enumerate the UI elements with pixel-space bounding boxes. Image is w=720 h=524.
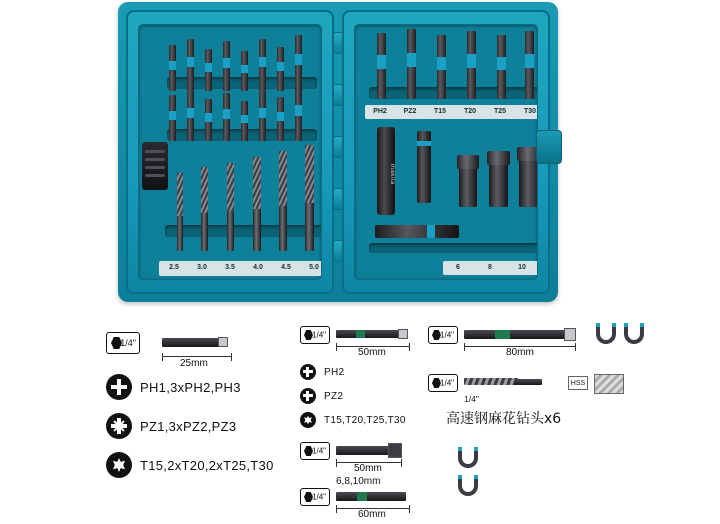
long-bit	[467, 31, 476, 99]
hex-shank-icon	[300, 442, 330, 460]
twist-drill-bit	[177, 173, 183, 251]
screwdriver-bit	[223, 93, 230, 141]
dimension-line	[162, 356, 232, 357]
shank-size-label: 1/4"	[312, 330, 326, 340]
makita-tool-case	[118, 2, 558, 302]
screwdriver-bit	[169, 95, 176, 141]
chinese-note: 高速钢麻花钻头x6	[446, 411, 562, 427]
legend-row-80mm-holder	[428, 322, 718, 370]
magnet-icon	[458, 450, 478, 468]
drill-size-label: 3.0	[197, 264, 207, 271]
pz2-label: PZ2	[324, 390, 344, 402]
screwdriver-bit	[277, 47, 284, 91]
twist-drill-bit	[305, 145, 314, 251]
legend-row-torx	[106, 452, 306, 478]
legend-row-torx-sizes	[300, 412, 420, 428]
socket-size-label: 10	[518, 264, 526, 271]
torx-icon	[106, 452, 132, 478]
screwdriver-bit	[295, 35, 302, 91]
legend-left-column	[106, 322, 306, 491]
legend-row-bit-holder	[300, 484, 420, 524]
screwdriver-bit	[277, 97, 284, 141]
socket-end-icon	[388, 443, 402, 458]
hex-shank-icon	[300, 326, 330, 344]
bit-tip-icon	[564, 328, 576, 341]
long-bit	[377, 33, 386, 99]
pozidriv-icon	[106, 413, 132, 439]
long-bit	[437, 35, 446, 99]
dimension-label: 50mm	[354, 463, 382, 474]
screwdriver-bit	[205, 99, 212, 141]
shank-size-label: 1/4"	[312, 446, 326, 456]
screwdriver-bit	[295, 87, 302, 141]
drill-size-label: 4.5	[281, 264, 291, 271]
makita-bit-holder: makita	[377, 127, 395, 215]
ph2-label: PH2	[324, 366, 345, 378]
bit-illustration	[162, 338, 222, 347]
case-latch[interactable]	[536, 130, 562, 164]
nut-setter-sizes-label: 6,8,10mm	[336, 476, 381, 487]
drill-size-label: 3.5	[225, 264, 235, 271]
bit-size-label: T15	[433, 108, 447, 115]
pozidriv-label: PZ1,3xPZ2,PZ3	[140, 418, 237, 434]
bit-size-label: T30	[523, 108, 537, 115]
screwdriver-bit	[187, 39, 194, 91]
drill-size-label: 4.0	[253, 264, 263, 271]
nut-setter-socket	[459, 155, 477, 207]
bit-holder-icon	[336, 492, 406, 501]
legend-row-pz2	[300, 388, 420, 404]
long-bit	[497, 35, 506, 99]
legend-row-hex-shank	[106, 322, 306, 374]
shank-size-label: 1/4"	[440, 330, 454, 340]
drill-size-label: 5.0	[309, 264, 319, 271]
twist-drill-bit	[253, 157, 261, 251]
magnetic-bit-holder-icon	[464, 330, 568, 339]
screwdriver-bit	[259, 39, 266, 91]
socket-size-label: 6	[456, 264, 460, 271]
drill-slot-strip	[165, 225, 322, 237]
hex-shank-icon	[106, 332, 140, 354]
torx-label: T15,2xT20,2xT25,T30	[140, 457, 274, 473]
magnetic-bit-holder	[375, 225, 459, 238]
screwdriver-bit	[259, 91, 266, 141]
twist-drill-bit	[227, 163, 234, 251]
long-bit	[407, 29, 416, 99]
bit-size-label: PH2	[373, 108, 387, 115]
twist-drill-bit	[201, 167, 208, 251]
bit-slot-strip	[369, 87, 538, 99]
case-lid	[126, 10, 334, 294]
torx-sizes-label: T15,T20,T25,T30	[324, 414, 406, 426]
screwdriver-bit	[241, 51, 248, 91]
shank-size-label: 1/4"	[120, 338, 136, 348]
torx-icon	[300, 412, 316, 428]
legend-middle-column	[300, 322, 420, 524]
phillips-icon	[300, 364, 316, 380]
pozidriv-icon	[300, 388, 316, 404]
twist-drill-bit	[279, 151, 287, 251]
nut-setter-icon	[336, 446, 392, 455]
dimension-label: 25mm	[180, 358, 208, 369]
hex-shank-icon	[428, 374, 458, 392]
legend-panel	[0, 318, 720, 520]
material-swatch-icon	[594, 374, 624, 394]
drill-sizes-label: 1/4"	[464, 394, 479, 404]
shank-size-label: 1/4"	[440, 378, 454, 388]
base-inner-tray	[354, 24, 538, 280]
legend-row-phillips	[106, 374, 306, 400]
magnet-icon	[596, 326, 616, 344]
bit-size-label: PZ2	[403, 108, 417, 115]
bottom-slot-strip	[369, 243, 538, 253]
screwdriver-bit	[223, 41, 230, 91]
bit-size-label: T20	[463, 108, 477, 115]
legend-row-ph2	[300, 364, 420, 380]
hss-badge: HSS	[568, 376, 588, 390]
hex-shank-icon	[428, 326, 458, 344]
case-base	[342, 10, 550, 294]
phillips-label: PH1,3xPH2,PH3	[140, 379, 241, 395]
dimension-label: 80mm	[506, 347, 534, 358]
screwdriver-bit	[241, 101, 248, 141]
socket-size-label: 8	[488, 264, 492, 271]
screwdriver-bit	[205, 49, 212, 91]
bit-holder	[417, 131, 431, 203]
case-handle-block	[142, 142, 168, 190]
drill-size-label: 2.5	[169, 264, 179, 271]
screwdriver-bit	[169, 45, 176, 91]
legend-row-nutsetter	[300, 438, 420, 487]
bit-tip-icon	[218, 337, 228, 347]
legend-right-column	[428, 322, 718, 426]
magnet-icon	[458, 478, 478, 496]
drill-shank-icon	[514, 379, 542, 385]
screwdriver-bit	[187, 91, 194, 141]
bit-size-label: T25	[493, 108, 507, 115]
bit-tip-icon	[398, 329, 408, 339]
legend-row-50mm-bit	[300, 322, 420, 364]
shank-size-label: 1/4"	[312, 492, 326, 502]
long-bit-icon	[336, 330, 402, 338]
magnet-icon	[624, 326, 644, 344]
legend-row-pozidriv	[106, 413, 306, 439]
long-bit	[525, 31, 534, 99]
dimension-label: 60mm	[358, 509, 386, 520]
hex-shank-icon	[300, 488, 330, 506]
phillips-icon	[106, 374, 132, 400]
hss-drill-icon	[464, 378, 518, 385]
nut-setter-socket	[489, 151, 508, 207]
dimension-label: 50mm	[358, 347, 386, 358]
